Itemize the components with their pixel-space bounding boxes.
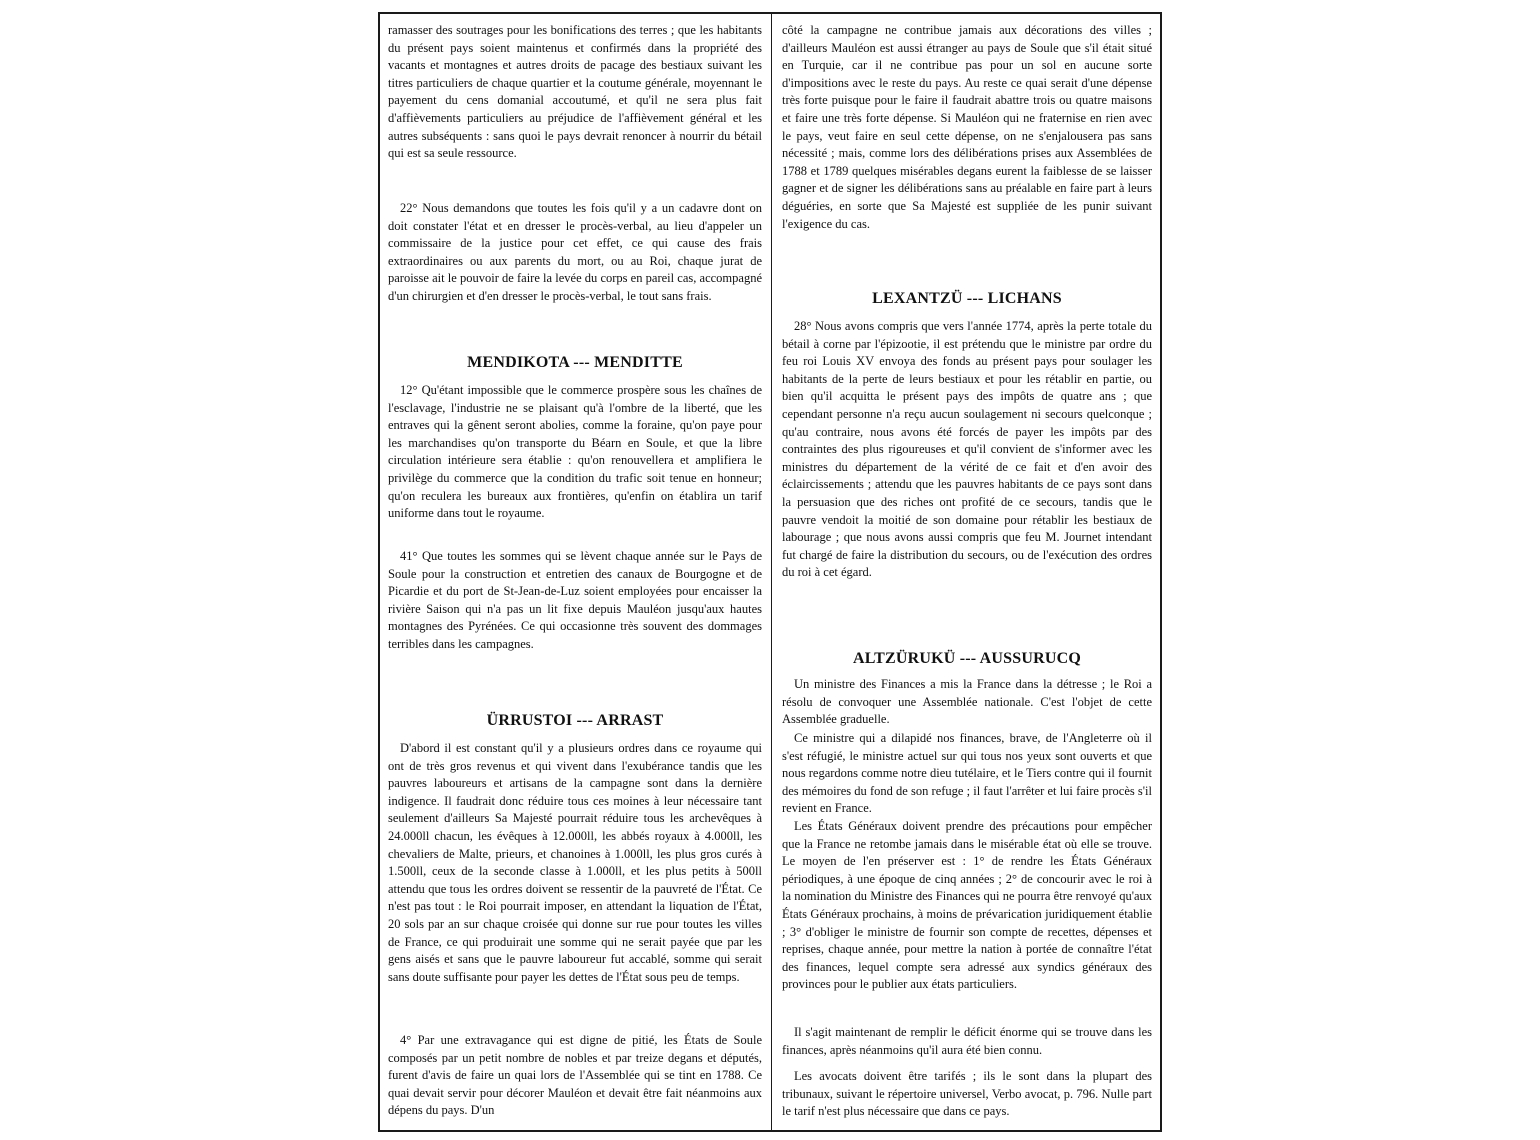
paragraph-28: 28° Nous avons compris que vers l'année 1774, après la perte totale du bétail à corne par l'épizootie, il est prétendu que le ministre par ordre du feu roi Louis XV envoya des fonds au présent pays pour soulager les habitants de la perte de leurs bestiaux et pour les rétablir en partie, ou bien qu'il acquitta le présent pays des impôts de quatre ans ; que cependant personne n'a reçu aucun soulagement ni secours quelconque ; qu'au contraire, nous avons été forcés de payer les impôts par des contraintes des plus rigoureuses et qu'il convient de s'informer avec les ministres du département de la vérité de ce fait et d'en avoir des éclaircissements ; attendu que les pauvres habitants de ce pays sont dans la persuasion que des riches ont profité de ce secours, tandis que le pauvre vendoit la moitié de son domaine pour rétablir les bestiaux de labourage ; que nous avons aussi compris que feu M. Journet intendant fut chargé de faire la distribution du secours, ou de l'exécution des ordres du roi à cet égard. bbox=[782, 319, 1152, 580]
heading-altzuruku: ALTZÜRUKÜ --- AUSSURUCQ bbox=[852, 650, 1082, 667]
column-divider bbox=[771, 14, 772, 1130]
document-page bbox=[378, 12, 1162, 1132]
paragraph-intro: ramasser des soutrages pour les bonifications des terres ; que les habitants du présent pays soient maintenus et confirmés dans la propriété des vacants et montagnes et autres droits de pacage des bestiaux suivant les titres particuliers de chaque quartier et la coutume générale, moyennant le payement du cens domanial accoutumé, et qu'il ne sera plus fait d'affièvements particuliers au préjudice de l'affièvement général et les autres subséquents : sans quoi le pays devrait renoncer à nourrir du bétail qui est sa seule ressource. bbox=[388, 23, 762, 161]
paragraph-etats: Les États Généraux doivent prendre des précautions pour empêcher que la France ne retombe jamais dans le misérable état où elle se trouve. Le moyen de l'en préserver est : 1° de rendre les États Généraux périodiques, à une époque de cinq années ; 2° de concourir avec le roi à la nomination du Ministre des Finances qui ne pourra être renvoyé qu'aux États Généraux prochains, à moins de prévarication juridiquement établie ; 3° d'obliger le ministre de fournir son compte de recettes, dépenses et reprises, chaque année, pour mettre la nation à portée de connaître l'état des finances, lequel compte sera adressé aux syndics généraux des provinces pour le publier aux états particuliers. bbox=[782, 819, 1152, 992]
paragraph-dabord: D'abord il est constant qu'il y a plusieurs ordres dans ce royaume qui ont de très gros revenus et qui vivent dans l'exubérance tandis que les pauvres laboureurs et artisans de la campagne sont dans la dernière indigence. Il faudrait donc réduire tous ces moines à leur nécessaire tant seulement d'ailleurs Sa Majesté pourrait réduire tous les archevêques à 24.000ll chacun, les évêques à 12.000ll, les abbés royaux à 4.000ll, les chevaliers de Malte, prieurs, et chanoines à 1.000ll, les plus gros curés à 1.500ll, ceux de la seconde classe à 1.000ll, et les plus petits à 500ll attendu que tous les ordres doivent se ressentir de la pauvreté de l'État. Ce n'est pas tout : le Roi pourrait imposer, en attendant la liquation de l'État, 20 sols par an sur chaque croisée qui donne sur rue pour toutes les villes de France, ce qui produirait une somme qui ne serait payée que par les gens aisés et sans que le pauvre laboureur fut accablé, somme qui serait sans doute suffisante pour payer les dettes de l'État sous peu de temps. bbox=[388, 741, 762, 984]
paragraph-22: 22° Nous demandons que toutes les fois qu'il y a un cadavre dont on doit constater l'état et en dresser le procès-verbal, au lieu d'appeler un commissaire de la justice pour cet effet, ce qui cause des frais extraordinaires ou aux parents du mort, ou au Roi, chaque jurat de paroisse ait le pouvoir de faire la levée du corps en pareil cas, accompagné d'un chirurgien et d'en dresser le procès-verbal, le tout sans frais. bbox=[388, 201, 762, 303]
paragraph-12: 12° Qu'étant impossible que le commerce prospère sous les chaînes de l'esclavage, l'industrie ne se plaisant qu'à l'ombre de la liberté, que les entraves qui la gênent seront abolies, comme la foraine, qu'on paye pour les marchandises qu'on transporte du Béarn en Soule, et que la libre circulation intérieure sera établie : qu'on renouvellera et amplifiera le privilège du commerce que la condition du trafic soit tenue en honneur; qu'on reculera les bureaux aux frontières, qu'enfin on établira un tarif uniforme dans tout le royaume. bbox=[388, 383, 762, 521]
paragraph-ministre: Un ministre des Finances a mis la France dans la détresse ; le Roi a résolu de convoquer une Assemblée nationale. C'est l'objet de cette Assemblée graduelle. bbox=[782, 677, 1152, 727]
paragraph-cote: côté la campagne ne contribue jamais aux décorations des villes ; d'ailleurs Mauléon est aussi étranger au pays de Soule que s'il était situé en Turquie, car il ne contribue pas pour un sol en aucune sorte d'impositions avec le reste du pays. Au reste ce quai serait d'une dépense très forte puisque pour le faire il faudrait abattre trois ou quatre maisons et faire une très forte dépense. Si Mauléon qui ne fraternise en rien avec le pays, veut faire en seul cette dépense, on ne s'enjalousera pas sans nécessité ; mais, comme lors des délibérations prises aux Assemblées de 1788 et 1789 quelques misérables degans eurent la faiblesse de se laisser gagner et de signer les délibérations sans au préalable en faire part à leurs déguéries, en sorte que Sa Majesté est suppliée de les punir suivant l'exigence du cas. bbox=[782, 23, 1152, 231]
paragraph-deficit: Il s'agit maintenant de remplir le déficit énorme qui se trouve dans les finances, après néanmoins qu'il aura été bien connu. bbox=[782, 1025, 1152, 1057]
paragraph-dilapide: Ce ministre qui a dilapidé nos finances, brave, de l'Angleterre où il s'est réfugié, le ministre actuel sur qui tous nos yeux sont ouverts et que nous regardons comme notre dieu tutélaire, et le Tiers contre qui il fournit des mémoires du fond de son refuge ; il faut l'arrêter et lui faire procès s'il revient en France. bbox=[782, 731, 1152, 816]
heading-mendikota: MENDIKOTA --- MENDITTE bbox=[467, 354, 683, 371]
paragraph-41: 41° Que toutes les sommes qui se lèvent chaque année sur le Pays de Soule pour la construction et entretien des canaux de Bourgogne et de Picardie et du port de St-Jean-de-Luz soient employées pour encaisser la rivière Saison qui n'a pas un lit fixe depuis Mauléon jusqu'aux hautes montagnes des Pyrénées. Ce qui occasionne très souvent des dommages terribles dans les campagnes. bbox=[388, 549, 762, 651]
right-column bbox=[782, 14, 1152, 1130]
heading-lexantzu: LEXANTZÜ --- LICHANS bbox=[872, 290, 1062, 307]
paragraph-avocats: Les avocats doivent être tarifés ; ils le sont dans la plupart des tribunaux, suivant le répertoire universel, Verbo avocat, p. 796. Nulle part le tarif n'est plus nécessaire que dans ce pays. bbox=[782, 1069, 1152, 1119]
left-column bbox=[388, 14, 762, 1130]
heading-urrustoi: ÜRRUSTOI --- ARRAST bbox=[486, 712, 664, 729]
paragraph-4: 4° Par une extravagance qui est digne de pitié, les États de Soule composés par un petit nombre de nobles et par treize degans et députés, furent d'avis de faire un quai lors de l'Assemblée qui se tint en 1788. Ce quai devait servir pour décorer Mauléon et devait être fait néanmoins aux dépens du pays. D'un bbox=[388, 1033, 762, 1118]
